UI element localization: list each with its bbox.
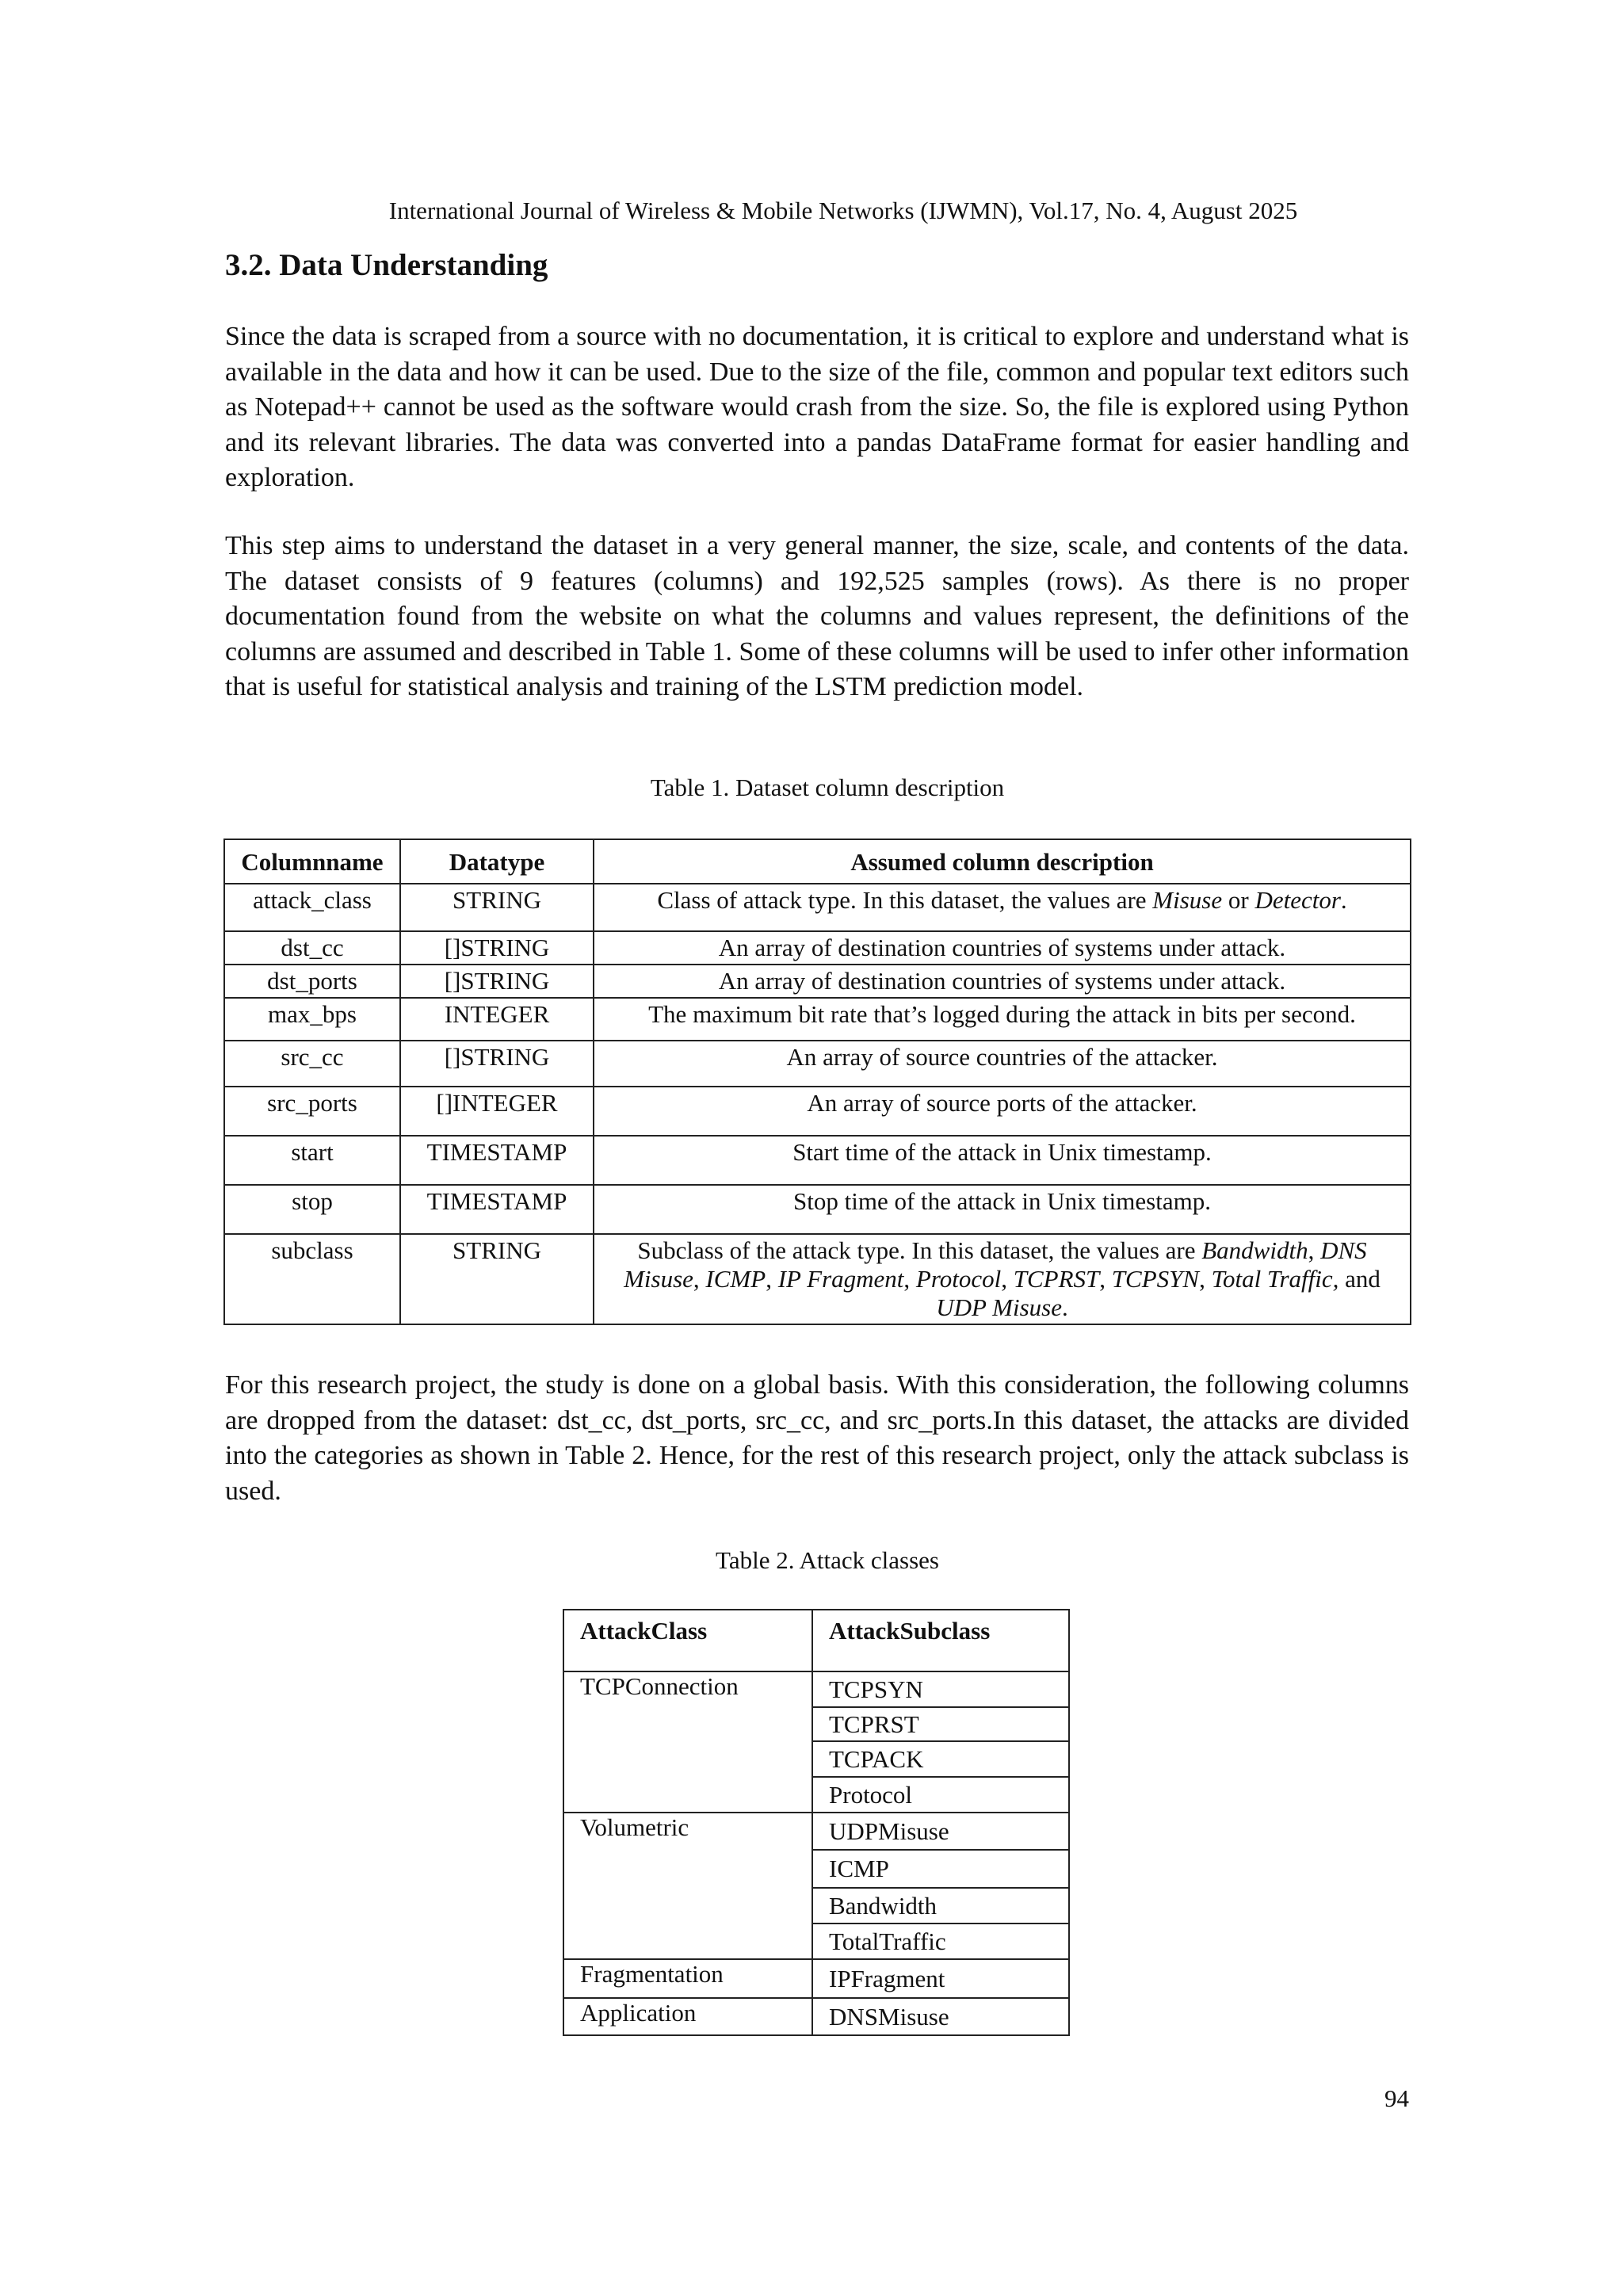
cell-description: An array of destination countries of systems under attack. <box>594 965 1411 998</box>
table2-caption: Table 2. Attack classes <box>716 1546 939 1574</box>
cell-attack-subclass: ICMP <box>812 1850 1069 1888</box>
cell-column-name: stop <box>224 1185 400 1234</box>
cell-description: An array of source ports of the attacker. <box>594 1087 1411 1136</box>
table1-caption: Table 1. Dataset column description <box>650 774 1005 801</box>
table-row <box>224 965 1411 998</box>
cell-attack-subclass: DNSMisuse <box>812 1998 1069 2035</box>
cell-column-name: start <box>224 1136 400 1185</box>
cell-description: Subclass of the attack type. In this dataset, the values are Bandwidth, DNS Misuse, ICMP, IP Fragment, Protocol, TCPRST, TCPSYN, Total Traffic, and UDP Misuse. <box>594 1234 1411 1324</box>
cell-attack-subclass: UDPMisuse <box>812 1813 1069 1850</box>
cell-column-name: src_cc <box>224 1041 400 1087</box>
cell-datatype: []STRING <box>400 1041 594 1087</box>
cell-description: An array of source countries of the attacker. <box>594 1041 1411 1087</box>
table-row <box>224 931 1411 965</box>
cell-description: The maximum bit rate that’s logged during the attack in bits per second. <box>594 998 1411 1041</box>
cell-column-name: dst_ports <box>224 965 400 998</box>
cell-datatype: []STRING <box>400 931 594 965</box>
cell-attack-class: Fragmentation <box>563 1959 812 1998</box>
cell-attack-subclass: Protocol <box>812 1777 1069 1813</box>
table-row <box>224 1041 1411 1087</box>
cell-attack-subclass: TCPRST <box>812 1707 1069 1741</box>
cell-datatype: TIMESTAMP <box>400 1185 594 1234</box>
cell-description: An array of destination countries of systems under attack. <box>594 931 1411 965</box>
paragraph-dropped-columns: For this research project, the study is done on a global basis. With this consideration, the following columns are dropped from the dataset: dst_cc, dst_ports, src_cc, and src_ports.In this dataset, the attacks are divided into the categories as shown in Table 2. Hence, for the rest of this research project, only the attack subclass is used. <box>225 1370 1409 1506</box>
cell-description: Stop time of the attack in Unix timestamp. <box>594 1185 1411 1234</box>
cell-attack-subclass: IPFragment <box>812 1959 1069 1998</box>
attack-classes-table <box>563 1609 1070 2036</box>
table-row <box>563 1998 1069 2035</box>
cell-datatype: []INTEGER <box>400 1087 594 1136</box>
column-header-attack-class: AttackClass <box>563 1610 812 1671</box>
cell-column-name: max_bps <box>224 998 400 1041</box>
cell-attack-class: Application <box>563 1998 812 2035</box>
paragraph-dataset-overview: This step aims to understand the dataset in a very general manner, the size, scale, and contents of the data. The dataset consists of 9 features (columns) and 192,525 samples (rows). As there is no proper documentation found from the website on what the columns and values represent, the definitions of the columns are assumed and described in Table 1. Some of these columns will be used to infer other information that is useful for statistical analysis and training of the LSTM prediction model. <box>225 531 1409 701</box>
cell-datatype: STRING <box>400 884 594 931</box>
cell-attack-subclass: TCPACK <box>812 1741 1069 1777</box>
table-row <box>224 998 1411 1041</box>
table-row <box>224 1136 1411 1185</box>
cell-datatype: INTEGER <box>400 998 594 1041</box>
cell-column-name: src_ports <box>224 1087 400 1136</box>
column-header-description: Assumed column description <box>594 839 1411 884</box>
cell-column-name: subclass <box>224 1234 400 1324</box>
table-header-row <box>563 1610 1069 1671</box>
cell-column-name: dst_cc <box>224 931 400 965</box>
table-row <box>563 1671 1069 1707</box>
paragraph-data-source: Since the data is scraped from a source with no documentation, it is critical to explore and understand what is available in the data and how it can be used. Due to the size of the file, common and popular text editors such as Notepad++ cannot be used as the software would crash from the size. So, the file is explored using Python and its relevant libraries. The data was converted into a pandas DataFrame format for easier handling and exploration. <box>225 322 1409 492</box>
cell-datatype: STRING <box>400 1234 594 1324</box>
cell-description: Class of attack type. In this dataset, the values are Misuse or Detector. <box>594 884 1411 931</box>
column-header-type: Datatype <box>400 839 594 884</box>
table-row <box>224 1185 1411 1234</box>
table-header-row <box>224 839 1411 884</box>
cell-datatype: []STRING <box>400 965 594 998</box>
running-header: International Journal of Wireless & Mobile Networks (IJWMN), Vol.17, No. 4, August 2025 <box>388 197 1298 224</box>
dataset-column-table <box>223 839 1411 1325</box>
cell-attack-subclass: TotalTraffic <box>812 1924 1069 1959</box>
cell-description: Start time of the attack in Unix timestamp. <box>594 1136 1411 1185</box>
cell-attack-class: Volumetric <box>563 1813 812 1959</box>
column-header-name: Columnname <box>224 839 400 884</box>
column-header-attack-subclass: AttackSubclass <box>812 1610 1069 1671</box>
cell-datatype: TIMESTAMP <box>400 1136 594 1185</box>
page-number: 94 <box>1384 2084 1409 2112</box>
cell-attack-subclass: Bandwidth <box>812 1888 1069 1924</box>
table-row <box>563 1813 1069 1850</box>
section-heading: 3.2. Data Understanding <box>225 248 548 282</box>
table-row <box>224 1087 1411 1136</box>
cell-attack-class: TCPConnection <box>563 1671 812 1813</box>
table-row <box>224 884 1411 931</box>
cell-column-name: attack_class <box>224 884 400 931</box>
table-row <box>224 1234 1411 1324</box>
cell-attack-subclass: TCPSYN <box>812 1671 1069 1707</box>
table-row <box>563 1959 1069 1998</box>
